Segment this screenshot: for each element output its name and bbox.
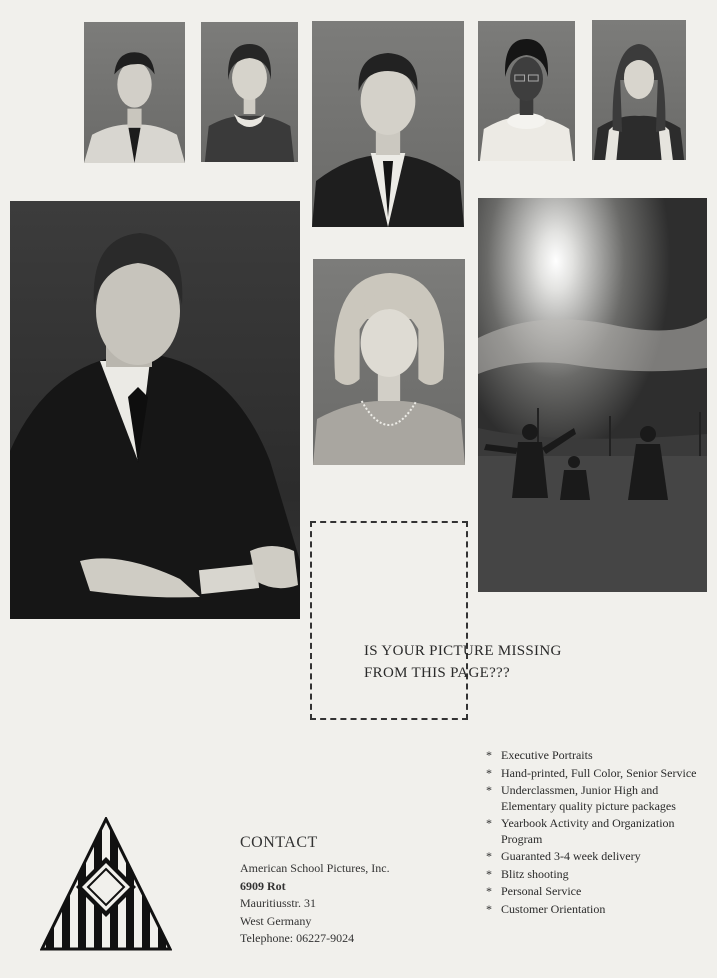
contact-postal: 6909 Rot	[240, 878, 286, 893]
contact-heading: CONTACT	[240, 834, 318, 851]
services-list	[486, 748, 714, 919]
service-label: Guaranted 3-4 week delivery	[501, 849, 641, 863]
missing-picture-notice	[364, 640, 562, 684]
bullet-asterisk-icon: *	[486, 816, 492, 830]
missing-notice-line-1: IS YOUR PICTURE MISSING	[364, 643, 562, 659]
photo-cheerleaders-outdoor	[478, 198, 707, 592]
portrait-photo-boy-1	[84, 22, 185, 163]
missing-notice-line-2: FROM THIS PAGE???	[364, 665, 510, 681]
bullet-asterisk-icon: *	[486, 866, 492, 881]
service-label: Underclassmen, Junior High and Elementary quality picture packages	[501, 783, 676, 813]
bullet-asterisk-icon: *	[486, 849, 492, 863]
service-label: Customer Orientation	[501, 901, 606, 916]
contact-telephone: Telephone: 06227-9024	[240, 931, 355, 945]
portrait-photo-girl-2	[478, 21, 575, 161]
services-list-item	[486, 766, 714, 782]
portrait-photo-boy-2	[312, 21, 464, 227]
bullet-asterisk-icon: *	[486, 765, 492, 780]
service-label: Personal Service	[501, 884, 582, 898]
contact-company: American School Pictures, Inc.	[240, 861, 390, 875]
services-list-item	[486, 783, 714, 814]
services-list-item	[486, 816, 714, 847]
service-label: Blitz shooting	[501, 866, 569, 881]
bullet-asterisk-icon: *	[486, 783, 492, 797]
service-label: Hand-printed, Full Color, Senior Service	[501, 765, 697, 780]
contact-street: Mauritiusstr. 31	[240, 896, 317, 910]
portrait-photo-girl-3	[592, 20, 686, 160]
services-list-item	[486, 902, 714, 918]
asp-logo-icon	[40, 817, 172, 951]
contact-block	[240, 834, 390, 948]
portrait-photo-girl-pearls	[313, 259, 465, 465]
portrait-photo-girl-1	[201, 22, 298, 162]
missing-picture-placeholder	[310, 521, 468, 720]
services-list-item	[486, 748, 714, 764]
bullet-asterisk-icon: *	[486, 748, 492, 762]
service-label: Executive Portraits	[501, 748, 593, 762]
bullet-asterisk-icon: *	[486, 884, 492, 898]
portrait-photo-executive	[10, 201, 300, 619]
bullet-asterisk-icon: *	[486, 901, 492, 916]
services-list-item	[486, 849, 714, 865]
services-list-item	[486, 884, 714, 900]
service-label: Yearbook Activity and Organization Program	[501, 816, 675, 846]
contact-country: West Germany	[240, 913, 312, 928]
services-list-item	[486, 867, 714, 883]
